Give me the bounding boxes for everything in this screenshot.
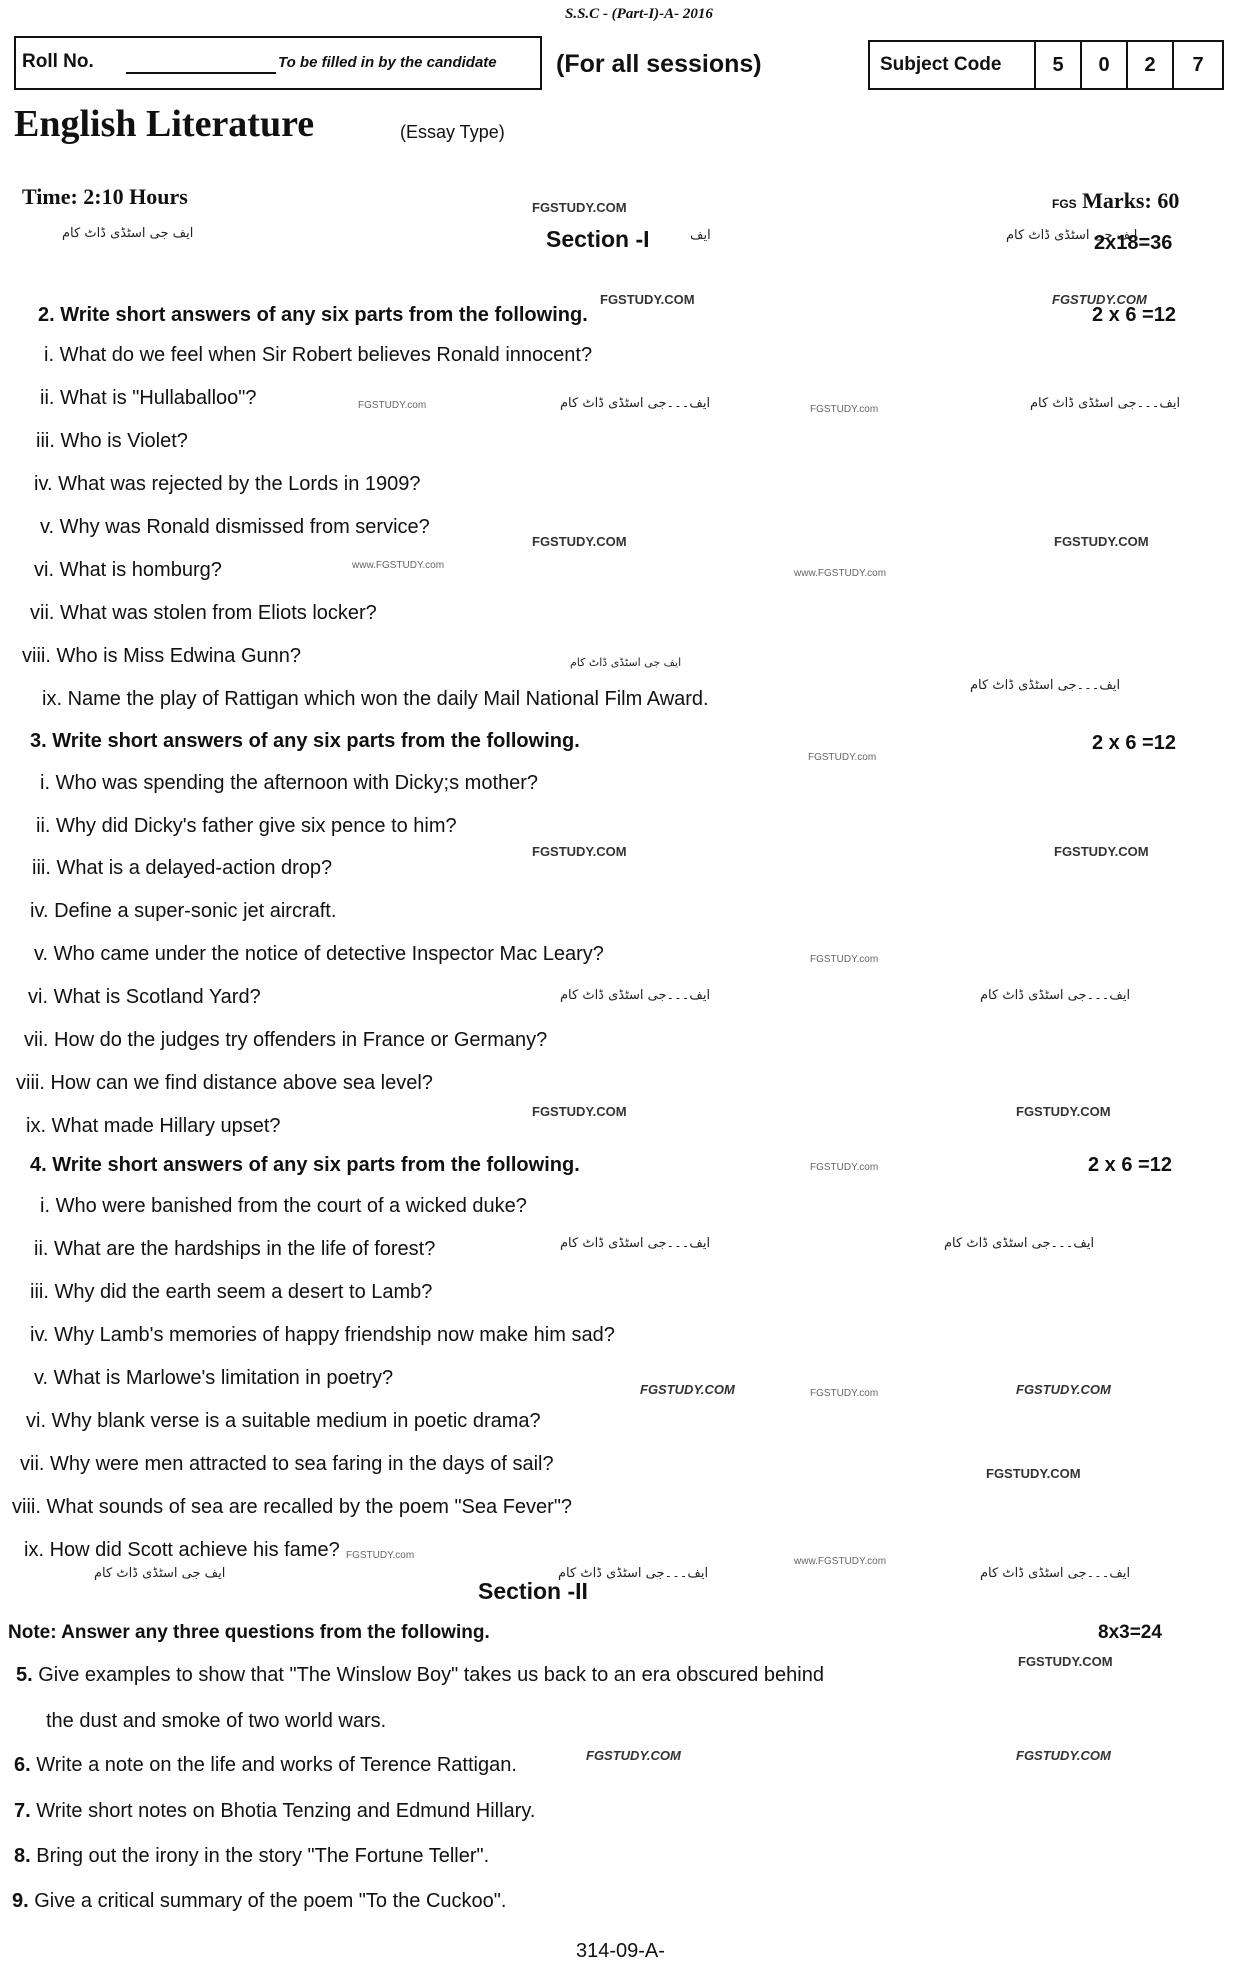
exam-code: S.S.C - (Part-I)-A- 2016: [565, 6, 713, 22]
watermark: FGSTUDY.COM: [986, 1466, 1081, 1481]
watermark-urdu: ایف۔۔۔جی اسٹڈی ڈاٹ کام: [970, 678, 1121, 693]
question-item: viii. What sounds of sea are recalled by the poem "Sea Fever"?: [12, 1496, 573, 1518]
watermark: FGSTUDY.COM: [532, 1104, 627, 1119]
question-4-heading: 4. Write short answers of any six parts from the following.: [30, 1154, 580, 1176]
question-item: iv. What was rejected by the Lords in 1909?: [34, 473, 421, 495]
subject-code-digit: 2: [1126, 42, 1172, 88]
question-item: ix. What made Hillary upset?: [26, 1115, 281, 1137]
watermark-urdu: ایف۔۔۔جی اسٹڈی ڈاٹ کام: [980, 988, 1131, 1003]
watermark: www.FGSTUDY.com: [794, 1556, 887, 1567]
question-item: i. What do we feel when Sir Robert believes Ronald innocent?: [44, 344, 593, 366]
watermark: FGSTUDY.com: [358, 400, 427, 411]
watermark: FGSTUDY.COM: [532, 844, 627, 859]
question-item: viii. How can we find distance above sea level?: [16, 1072, 433, 1094]
question-item: ii. Why did Dicky's father give six pence to him?: [36, 815, 457, 837]
long-question: 8. Bring out the irony in the story "The Fortune Teller".: [14, 1845, 490, 1867]
question-item: ii. What is "Hullaballoo"?: [40, 387, 257, 409]
question-2-marks: 2 x 6 =12: [1092, 304, 1176, 326]
question-item: iii. What is a delayed-action drop?: [32, 857, 333, 879]
question-item: ix. How did Scott achieve his fame?: [24, 1539, 340, 1561]
watermark-urdu: ایف جی اسٹڈی ڈاٹ کام: [62, 226, 194, 241]
long-question: 6. Write a note on the life and works of Terence Rattigan.: [14, 1754, 517, 1776]
section-2-marks: 8x3=24: [1098, 1622, 1162, 1643]
question-item: iv. Define a super-sonic jet aircraft.: [30, 900, 337, 922]
roll-number-line: [126, 72, 276, 74]
watermark-urdu: ایف جی اسٹڈی ڈاٹ کام: [1006, 228, 1138, 243]
watermark: FGSTUDY.COM: [1054, 844, 1149, 859]
long-question: 5. Give examples to show that "The Winslow Boy" takes us back to an era obscured behind: [16, 1664, 824, 1686]
question-item: i. Who was spending the afternoon with Dicky;s mother?: [40, 772, 539, 794]
subject-code-digit: 5: [1034, 42, 1080, 88]
watermark: FGSTUDY.com: [346, 1550, 415, 1561]
watermark: FGSTUDY.COM: [532, 534, 627, 549]
question-item: v. Who came under the notice of detective Inspector Mac Leary?: [34, 943, 604, 965]
watermark: FGSTUDY.com: [810, 954, 879, 965]
question-item: vii. What was stolen from Eliots locker?: [30, 602, 377, 624]
sessions-label: (For all sessions): [556, 50, 762, 78]
question-item: ix. Name the play of Rattigan which won the daily Mail National Film Award.: [42, 688, 709, 710]
watermark: FGSTUDY.com: [808, 752, 877, 763]
section-2-note: Note: Answer any three questions from the following.: [8, 1622, 490, 1643]
watermark: FGSTUDY.COM: [1016, 1104, 1111, 1119]
watermark: FGSTUDY.COM: [1018, 1654, 1113, 1669]
watermark-urdu: ایف۔۔۔جی اسٹڈی ڈاٹ کام: [560, 396, 711, 411]
question-item: iii. Who is Violet?: [36, 430, 188, 452]
watermark-urdu: ایف جی اسٹڈی ڈاٹ کام: [570, 656, 682, 669]
watermark: FGSTUDY.COM: [640, 1382, 735, 1397]
paper-type: (Essay Type): [400, 122, 505, 142]
watermark-urdu: ایف۔۔۔جی اسٹڈی ڈاٹ کام: [944, 1236, 1095, 1251]
question-item: viii. Who is Miss Edwina Gunn?: [22, 645, 301, 667]
question-item: vi. What is Scotland Yard?: [28, 986, 261, 1008]
watermark-urdu: ایف جی اسٹڈی ڈاٹ کام: [94, 1566, 226, 1581]
watermark: FGSTUDY.com: [810, 1162, 879, 1173]
long-question: 7. Write short notes on Bhotia Tenzing and Edmund Hillary.: [14, 1800, 536, 1822]
question-item: vii. How do the judges try offenders in France or Germany?: [24, 1029, 548, 1051]
watermark: www.FGSTUDY.com: [352, 560, 445, 571]
long-question: 9. Give a critical summary of the poem "To the Cuckoo".: [12, 1890, 507, 1912]
watermark: FGSTUDY.COM: [600, 292, 695, 307]
watermark: FGSTUDY.COM: [1052, 292, 1147, 307]
subject-code-digit: 0: [1080, 42, 1126, 88]
watermark: FGSTUDY.COM: [532, 200, 627, 215]
question-item: ii. What are the hardships in the life of forest?: [34, 1238, 436, 1260]
roll-number-hint: To be filled in by the candidate: [278, 54, 497, 71]
watermark: FGSTUDY.com: [810, 404, 879, 415]
question-item: i. Who were banished from the court of a wicked duke?: [40, 1195, 527, 1217]
question-item: vi. What is homburg?: [34, 559, 222, 581]
marks-value: Marks: 60: [1082, 188, 1180, 213]
watermark-urdu: ایف۔۔۔جی اسٹڈی ڈاٹ کام: [1030, 396, 1181, 411]
watermark-urdu: ایف۔۔۔جی اسٹڈی ڈاٹ کام: [560, 1236, 711, 1251]
roll-number-label: Roll No.: [22, 51, 94, 72]
time-allowed: Time: 2:10 Hours: [22, 184, 188, 209]
paper-title: English Literature: [14, 103, 315, 145]
marks-prefix: FGS: [1052, 197, 1077, 211]
section-2-title: Section -II: [478, 1578, 588, 1604]
section-1-title: Section -I: [546, 226, 650, 252]
watermark-urdu: ایف۔۔۔جی اسٹڈی ڈاٹ کام: [560, 988, 711, 1003]
watermark: FGSTUDY.COM: [1016, 1382, 1111, 1397]
question-item: v. What is Marlowe's limitation in poetry?: [34, 1367, 394, 1389]
watermark-urdu: ایف۔۔۔جی اسٹڈی ڈاٹ کام: [980, 1566, 1131, 1581]
watermark: FGSTUDY.COM: [1054, 534, 1149, 549]
question-item: vii. Why were men attracted to sea faring in the days of sail?: [20, 1453, 554, 1475]
section-1-marks: 2x18=36: [1094, 232, 1173, 254]
question-3-heading: 3. Write short answers of any six parts from the following.: [30, 730, 580, 752]
question-item: iv. Why Lamb's memories of happy friendship now make him sad?: [30, 1324, 615, 1346]
question-item: v. Why was Ronald dismissed from service?: [40, 516, 430, 538]
watermark: FGSTUDY.COM: [1016, 1748, 1111, 1763]
watermark: www.FGSTUDY.com: [794, 568, 887, 579]
watermark-urdu: ایف۔۔۔جی اسٹڈی ڈاٹ کام: [558, 1566, 709, 1581]
question-item: vi. Why blank verse is a suitable medium in poetic drama?: [26, 1410, 541, 1432]
watermark: FGSTUDY.com: [810, 1388, 879, 1399]
footer-code: 314-09-A-: [576, 1940, 665, 1962]
subject-code-label: Subject Code: [880, 54, 1002, 75]
question-item: iii. Why did the earth seem a desert to Lamb?: [30, 1281, 433, 1303]
long-question-continued: the dust and smoke of two world wars.: [46, 1710, 387, 1732]
subject-code-box: [868, 40, 1224, 90]
subject-code-digit: 7: [1172, 42, 1222, 88]
watermark-urdu: ایف: [690, 228, 711, 243]
marks-total: [1052, 188, 1179, 214]
question-4-marks: 2 x 6 =12: [1088, 1154, 1172, 1176]
question-2-heading: 2. Write short answers of any six parts from the following.: [38, 304, 588, 326]
question-3-marks: 2 x 6 =12: [1092, 732, 1176, 754]
roll-number-box: [14, 36, 542, 90]
watermark: FGSTUDY.COM: [586, 1748, 681, 1763]
